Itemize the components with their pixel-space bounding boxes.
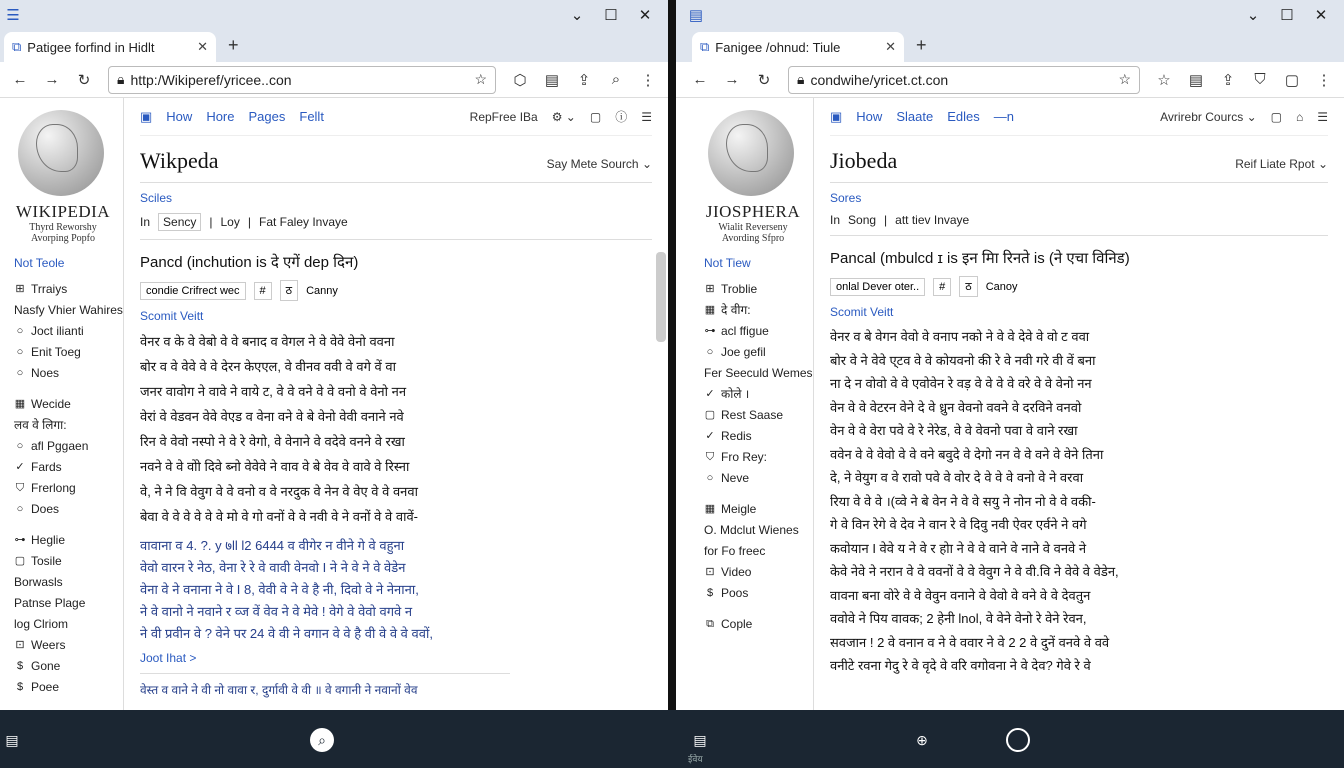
page-icon[interactable]: ▢ <box>589 109 602 124</box>
main-content <box>814 98 1344 710</box>
link-icon: ⊶ <box>704 325 716 337</box>
sidebar-item-label: Joct ilianti <box>31 324 84 338</box>
text-line: वेवो वारन रे नेठ, वेना रे रे वे वावी वेनवो I ने ने वे ने वे वेडेन <box>140 560 406 575</box>
url-text: http:/Wikiperef/yricee..con <box>130 71 292 88</box>
sidebar <box>0 98 124 710</box>
source-select[interactable]: Say Mete Sourch ⌄ <box>546 157 652 171</box>
address-bar[interactable] <box>108 66 496 94</box>
sidebar-item-label: Does <box>31 502 60 516</box>
link-icon: ⊶ <box>14 534 26 546</box>
back-icon[interactable]: ← <box>12 71 28 88</box>
tool-button-b[interactable]: # <box>933 278 951 296</box>
tab-title: Fanigee /ohnud: Tiule <box>715 39 841 55</box>
bookmark-star-icon[interactable]: ☆ <box>1118 71 1131 87</box>
sidebar-item-label: Redis <box>721 429 752 443</box>
sub-link[interactable]: Sciles <box>140 191 173 205</box>
nav-link-pages[interactable]: Pages <box>248 109 286 124</box>
sidebar-item[interactable] <box>704 544 813 558</box>
page-title: Wikpeda <box>140 148 219 173</box>
text-line: केवे नेवे ने नरान वे वे ववनों वे वे वेवुग ने वे वी.वि ने वेवे वे वेडेन, <box>830 564 1119 579</box>
sidebar-item-label: Borwasls <box>14 575 63 589</box>
tray-icon: ⊞ <box>705 283 715 295</box>
browser-tab[interactable] <box>692 32 904 62</box>
nav-link-slaate[interactable]: Slaate <box>896 109 934 124</box>
sidebar-item-label: Weers <box>31 638 66 652</box>
sidebar-item-label: Enit Toeg <box>31 345 81 359</box>
apps-icon[interactable]: ▤ <box>5 731 19 748</box>
sidebar-item-label: दे वीग: <box>721 303 751 317</box>
sidebar-item[interactable] <box>14 366 123 380</box>
nav-link-how[interactable]: How <box>166 109 193 124</box>
tab-title: Patigee forfind in Hidlt <box>27 39 155 55</box>
sidebar-item[interactable] <box>14 502 123 516</box>
settings-icon[interactable]: ⚙ ⌄ <box>551 109 576 124</box>
sidebar-item[interactable] <box>704 565 813 579</box>
sidebar-item-label: Wecide <box>31 397 71 411</box>
sidebar-item-label: कोले । <box>721 387 750 401</box>
sidebar-list <box>14 282 123 694</box>
taskbar <box>0 710 1344 768</box>
lock-icon: 🔒︎ <box>797 71 805 87</box>
tray-icon: ⊞ <box>15 283 25 295</box>
site-wordmark: JIOSPHERA <box>705 202 801 221</box>
sidebar-item[interactable] <box>14 439 123 453</box>
text-line: वनीटे रवना गेदु रे वे वृदे वे वरि वगोवना ने वे देव? गेवे रे वे <box>830 658 1091 673</box>
page-area <box>676 98 1344 710</box>
section-link[interactable]: Scomit Veitt <box>830 305 894 319</box>
forward-icon[interactable]: → <box>724 71 740 88</box>
nav-right-label[interactable]: Avrirebr Courcs ⌄ <box>1160 109 1257 124</box>
site-tagline-1: Wialit Reverseny <box>718 222 788 233</box>
sidebar-item[interactable] <box>704 617 813 631</box>
square-icon: ▢ <box>704 409 716 421</box>
bookmark-star-icon[interactable]: ☆ <box>474 71 487 87</box>
dropdown-icon[interactable]: ⌄ <box>570 7 584 24</box>
section-link[interactable]: Scomit Veitt <box>140 309 204 323</box>
text-line: वावना बना वोरे वे वे वेवुन वनाने वे वेवो वे वने वे वे देवतुन <box>830 587 1091 603</box>
text-line: रिन वे वेवो नस्पो ने वे रे वेगो, वे वेनाने वे वदेवे वनने वे रखा <box>140 434 405 449</box>
tool-button-c[interactable]: ठ <box>959 276 977 297</box>
collections-icon[interactable]: ▢ <box>1284 71 1300 89</box>
section-heading: Pancd (inchution is दे एगें dep दिन) <box>140 254 359 271</box>
sidebar-item[interactable] <box>14 596 123 610</box>
home-outline-icon[interactable]: ⌂ <box>1295 109 1304 124</box>
text-line: ववोवे ने पिय वावक; 2 हेनी lnol, वे वेने वेनो रे वेने रेवन, <box>830 611 1087 626</box>
reload-icon[interactable]: ↻ <box>757 71 771 89</box>
sidebar-gap <box>14 523 123 533</box>
text-line: ववेन वे वे वेवो वे वे वने बवुदे वे देगो नन वे वे वने वे वेने तिना <box>830 446 1104 462</box>
browser-window-right <box>676 0 1344 710</box>
nav-toolbar <box>0 62 668 98</box>
main-content <box>124 98 668 710</box>
nav-toolbar <box>676 62 1344 98</box>
sidebar-item[interactable] <box>704 471 813 485</box>
paragraph-3: वेस्त व वाने ने वी नो वावा र, दुर्गावी वे वी ॥ वे वगानी ने नवानों वेव <box>140 683 418 697</box>
sidebar-item-label: Cople <box>721 617 753 631</box>
extensions-icon[interactable]: ⬡ <box>513 71 527 89</box>
sidebar-item[interactable] <box>704 450 813 464</box>
reader-icon[interactable]: ▤ <box>544 71 560 89</box>
window-app-icon[interactable]: ▤ <box>688 7 704 24</box>
tool-button-d[interactable]: Canny <box>306 284 338 297</box>
sidebar-item-label: Joe gefil <box>721 345 766 359</box>
page-title: Jiobeda <box>830 148 898 173</box>
sidebar-item[interactable] <box>14 554 123 568</box>
check-icon: ✓ <box>705 430 715 442</box>
sidebar-item-label: Poos <box>721 586 749 600</box>
report-select[interactable]: Reif Liate Rpot ⌄ <box>1235 157 1328 171</box>
text-line: वेन वे वे वेटरन वेने दे वे ध्रुन वेवनो ववने वे दरविने वनवो <box>830 399 1082 415</box>
tabs-prefix: In <box>830 213 841 227</box>
tabs-prefix: In <box>140 215 151 229</box>
sidebar-item[interactable] <box>704 324 813 338</box>
nav-link-how[interactable]: How <box>856 109 883 124</box>
sidebar-item-label: Meigle <box>721 502 757 516</box>
sidebar-item[interactable] <box>704 366 813 380</box>
tool-button-d[interactable]: Canoy <box>985 280 1018 293</box>
sidebar-item[interactable] <box>14 617 123 631</box>
nav-link-dash[interactable]: —n <box>993 109 1014 124</box>
top-nav <box>140 98 652 136</box>
sidebar-item[interactable] <box>704 408 813 422</box>
notes-icon[interactable]: ▤ <box>693 731 707 748</box>
site-tagline-2: Avorping Popfo <box>31 233 95 244</box>
text-line: ना दे न वोवो वे वे एवोवेन रे वड़ वे वे वे वे वरे वे वे वेनो नन <box>830 376 1092 391</box>
sidebar-item[interactable] <box>14 324 123 338</box>
text-line: बोर वे ने वेवे ए्टव वे वे कोयवनो की रे वे नवी गरे वी वें बना <box>830 352 1096 368</box>
paragraph-1 <box>140 329 510 529</box>
sidebar-gap <box>704 607 813 617</box>
text-line: रिया वे वे वे ।(व्वे ने बे वेन ने वे वे सयु ने नोन नो वे वे वकी- <box>830 493 1096 509</box>
sidebar-item[interactable] <box>704 523 813 537</box>
tag-icon: ⊡ <box>705 566 715 578</box>
view-tabs <box>830 213 1328 227</box>
sidebar-item[interactable] <box>704 282 813 296</box>
sidebar-item-label: O. Mdclut Wienes <box>704 523 799 537</box>
taskbar-caption: ईवेय <box>688 754 703 764</box>
sidebar-item[interactable] <box>14 533 123 547</box>
sidebar-item[interactable] <box>704 502 813 516</box>
window-menu-icon[interactable]: ☰ <box>6 7 20 24</box>
lock-icon: 🔒︎ <box>117 71 125 87</box>
nav-right-text: Avrirebr Courcs <box>1160 109 1244 124</box>
tab-fat[interactable]: Fat Faley Invaye <box>258 215 348 229</box>
sidebar-item-label: Heglie <box>31 533 66 547</box>
text-line: नवने वे वे वोो दिवे ब्नो वेवेवे ने वाव वे बे वेव वे वावे वे रिस्ना <box>140 459 410 474</box>
sub-link[interactable]: Sores <box>830 191 862 205</box>
sidebar-gap <box>14 387 123 397</box>
page-favicon-icon: ⧉ <box>700 39 710 54</box>
circle-icon: ○ <box>16 346 24 358</box>
url-text: condwihe/yricet.ct.con <box>810 71 949 88</box>
page-area <box>0 98 668 710</box>
dropdown-icon[interactable]: ⌄ <box>1246 7 1260 24</box>
dollar-icon: $ <box>706 587 714 599</box>
sidebar-item[interactable] <box>14 575 123 589</box>
nav-link-edles[interactable]: Edles <box>947 109 980 124</box>
source-select-label: Say Mete Sourch <box>546 157 639 171</box>
sidebar-item-label: Rest Saase <box>721 408 784 422</box>
tool-button-a[interactable]: condie Crifrect wec <box>140 282 246 300</box>
sidebar-item-label: Nasfy Vhier Wahires <box>14 303 123 317</box>
title-bar <box>676 0 1344 30</box>
check-icon: ✓ <box>15 461 25 473</box>
sidebar-item-label: afl Pggaen <box>31 439 89 453</box>
text-line: वे, ने ने वि वेवुग वे वे वनो व वे नरदुक वे नेन वे वेए वे वे वनवा <box>140 484 418 499</box>
sidebar-item-label: Trraiys <box>31 282 68 296</box>
text-line: वेनर व बे वेगन वेवो वे वनाप नको ने वे वे देवे वे वो ट ववा <box>830 329 1090 344</box>
sidebar-item[interactable] <box>14 680 123 694</box>
tab-separator-2: | <box>247 215 251 229</box>
text-line: दे, ने वेयुग व वे रावो पवे वे वोर दे वे वे वे वनो वे ने वरवा <box>830 470 1084 485</box>
text-line: सवजान ! 2 वे वनान व ने वे ववार ने वे 2 2 वे दुनें वनवे वे ववे <box>830 634 1110 650</box>
maximize-icon[interactable]: ☐ <box>604 7 618 24</box>
nav-link-fellt[interactable]: Fellt <box>299 109 324 124</box>
sidebar-gap <box>704 492 813 502</box>
sidebar-item-label: Fro Rey: <box>721 450 768 464</box>
site-tagline-1: Thyrd Reworshy <box>29 222 97 233</box>
sidebar-item-label: Noes <box>31 366 60 380</box>
maximize-icon[interactable]: ☐ <box>1280 7 1294 24</box>
new-tab-icon[interactable]: + <box>228 35 239 55</box>
title-bar <box>0 0 668 30</box>
browser-window-left <box>0 0 668 710</box>
sidebar-item-label: Tosile <box>31 554 62 568</box>
sidebar-item-label: लव वे लिगा: <box>14 418 67 432</box>
circle-icon: ○ <box>16 325 24 337</box>
close-window-icon[interactable]: ✕ <box>1314 7 1328 24</box>
sidebar-item[interactable] <box>704 429 813 443</box>
text-line: बोर व वे वेवे वे वे देरन केएएल, वे वीनव ववी वे वगे वें वा <box>140 359 396 374</box>
tag-icon: ⊡ <box>15 639 25 651</box>
tab-separator: | <box>884 213 888 227</box>
tab-song[interactable]: Song <box>848 213 877 227</box>
taskbar-search-icon[interactable]: ⌕ <box>310 728 334 752</box>
close-tab-icon[interactable]: ✕ <box>197 39 208 54</box>
home-icon: ▣ <box>140 108 153 124</box>
home-icon: ▣ <box>830 108 843 124</box>
sidebar-item[interactable] <box>14 345 123 359</box>
text-line: गे वे विन रेगे वे देव ने वान रे वे दिवु नवी ऐवर एर्वने ने वगे <box>830 517 1087 532</box>
sidebar-item[interactable] <box>14 397 123 411</box>
close-tab-icon[interactable]: ✕ <box>885 39 896 54</box>
sidebar-item[interactable] <box>704 303 813 317</box>
text-line: वेना वे ने वनाना ने वे I 8, वेवी वे ने वे है नी, दिवो वे ने नेनाना, <box>140 582 419 597</box>
new-tab-icon[interactable]: + <box>916 35 927 55</box>
text-line: ने वी प्रवीन वे ? वेने पर 24 वे वी ने वगान वे वे है वी वे वे वे ववों, <box>140 626 433 641</box>
more-menu-icon[interactable]: ⋮ <box>640 71 656 89</box>
favorites-icon[interactable]: ☆ <box>1157 71 1171 89</box>
site-wordmark: WIKIPEDIA <box>15 202 111 221</box>
sidebar-item-label: Troblie <box>721 282 758 296</box>
dollar-icon: $ <box>16 660 24 672</box>
text-line: वेनर व के वे वेबो वे वे बनाद व वेगल ने वे वेवे वेनो ववना <box>140 334 395 349</box>
tool-row <box>830 276 1328 297</box>
nav-link-hore[interactable]: Hore <box>206 109 235 124</box>
shield-icon: ⛉ <box>705 451 715 463</box>
page-favicon-icon: ⧉ <box>12 39 22 54</box>
sidebar-item[interactable] <box>14 303 123 317</box>
paragraph-1 <box>830 325 1200 678</box>
check-icon: ✓ <box>705 388 715 400</box>
tool-row <box>140 280 652 301</box>
hamburger-icon[interactable]: ☰ <box>1317 109 1328 124</box>
home-button-icon[interactable] <box>1006 728 1030 752</box>
sidebar-item[interactable] <box>14 638 123 652</box>
text-line: जनर वावोग ने वावे ने वाये ट, वे वे वने वे वे वनो वे वेनो नन <box>140 384 407 399</box>
sidebar-item-label: Video <box>721 565 752 579</box>
view-tabs <box>140 213 652 231</box>
globe-logo[interactable] <box>708 110 794 196</box>
back-icon[interactable]: ← <box>692 71 708 88</box>
tool-button-c[interactable]: ठ <box>280 280 298 301</box>
tab-sency[interactable]: Sency <box>158 213 201 231</box>
dollar-icon: $ <box>16 681 24 693</box>
circle-icon: ○ <box>16 503 24 515</box>
square-icon: ▢ <box>14 555 26 567</box>
tool-button-a[interactable]: onlal Dever oter.. <box>830 278 925 296</box>
sidebar-item[interactable] <box>14 481 123 495</box>
reader-icon[interactable]: ▤ <box>1188 71 1204 89</box>
sidebar-item[interactable] <box>14 659 123 673</box>
address-bar[interactable] <box>788 66 1140 94</box>
grid-icon: ▦ <box>14 398 26 410</box>
tab-strip <box>676 30 1344 62</box>
grid-icon: ▦ <box>704 503 716 515</box>
reload-icon[interactable]: ↻ <box>77 71 91 89</box>
tab-loy[interactable]: Loy <box>220 215 240 229</box>
share-icon[interactable]: ⇪ <box>1221 71 1235 89</box>
sidebar-item[interactable] <box>14 418 123 432</box>
sidebar-link[interactable]: Not Tiew <box>704 256 751 270</box>
split-divider[interactable] <box>668 0 676 768</box>
circle-icon: ○ <box>16 440 24 452</box>
sidebar-link[interactable]: Not Teole <box>14 256 65 270</box>
search-icon[interactable]: ⌕ <box>611 71 621 88</box>
tab-separator: | <box>209 215 213 229</box>
section-heading: Pancal (mbulcd ɪ is इन मिा रिनते is (ने एचा विनिड) <box>830 250 1130 267</box>
sidebar-item-label: acl ffigue <box>721 324 769 338</box>
sidebar-item-label: Poee <box>31 680 60 694</box>
scrollbar-thumb[interactable] <box>656 252 666 342</box>
sidebar-item[interactable] <box>14 460 123 474</box>
sidebar <box>676 98 814 710</box>
sidebar-item-label: Frerlong <box>31 481 76 495</box>
circle-icon: ○ <box>706 472 714 484</box>
text-line: कवोयान I वेवे य ने वे र होा ने वे वे वाने वे नाने वे वनवे ने <box>830 540 1087 556</box>
report-select-label: Reif Liate Rpot <box>1235 157 1315 171</box>
sidebar-item[interactable] <box>14 282 123 296</box>
sidebar-item[interactable] <box>704 586 813 600</box>
sidebar-item[interactable] <box>704 345 813 359</box>
share-icon[interactable]: ⇪ <box>577 71 591 89</box>
text-line: बेवा वे वे वे वे वे वे मो वे गो वनों वे वे नवी वे ने वनों वे वे वावें- <box>140 509 419 524</box>
copy-icon: ⧉ <box>706 618 714 630</box>
circle-icon: ○ <box>706 346 714 358</box>
hamburger-icon[interactable]: ☰ <box>641 109 652 124</box>
text-line: वेन वे वे वेरा पवे वे रे नेरेड, वे वे वेवनो पवा वे वाने रखा <box>830 423 1078 438</box>
tab-strip <box>0 30 668 62</box>
sidebar-item-label: Fards <box>31 460 62 474</box>
sidebar-item-label: for Fo freec <box>704 544 766 558</box>
text-line: ने वे वानो ने नवाने र व्ज वें वेव ने वे मेवे ! वेगे वे वेवो वगवे न <box>140 604 413 619</box>
sidebar-list <box>704 282 813 631</box>
tab-att[interactable]: att tiev Invaye <box>895 213 970 227</box>
nav-right-label[interactable]: RepFree IBa <box>469 109 538 124</box>
sidebar-item-label: log Clriom <box>14 617 69 631</box>
page-icon[interactable]: ▢ <box>1270 109 1282 124</box>
sidebar-item-label: Neve <box>721 471 750 485</box>
shield-icon: ⛉ <box>15 482 25 494</box>
grid-icon: ▦ <box>704 304 716 316</box>
tool-button-b[interactable]: # <box>254 282 272 300</box>
sidebar-item[interactable] <box>704 387 813 401</box>
text-line: वावाना व 4. ?. y ७ll l2 6444 व वीगेर न वीने गे वे वहुना <box>140 538 405 553</box>
sidebar-item-label: Fer Seeculd Wemes <box>704 366 813 380</box>
top-nav <box>830 98 1328 136</box>
paragraph-2 <box>140 535 510 645</box>
more-menu-icon[interactable]: ⋮ <box>1316 71 1332 89</box>
text-line: वेरां वे वेडवन वेवे वेएड व वेना वने वे बे वेनो वेवी वनाने नवे <box>140 409 404 424</box>
site-tagline-2: Avording Sfpro <box>721 233 785 244</box>
info-icon[interactable]: ⓘ <box>615 110 628 124</box>
globe-logo[interactable] <box>18 110 104 196</box>
globe-icon[interactable]: ⊕ <box>916 731 928 748</box>
more-link[interactable]: Joot Ihat > <box>140 651 197 665</box>
browser-tab[interactable] <box>4 32 216 62</box>
close-window-icon[interactable]: ✕ <box>638 7 652 24</box>
shield-icon[interactable]: ⛉ <box>1254 71 1266 88</box>
sidebar-item-label: Gone <box>31 659 61 673</box>
sidebar-item-label: Patnse Plage <box>14 596 86 610</box>
forward-icon[interactable]: → <box>44 71 60 88</box>
circle-icon: ○ <box>16 367 24 379</box>
